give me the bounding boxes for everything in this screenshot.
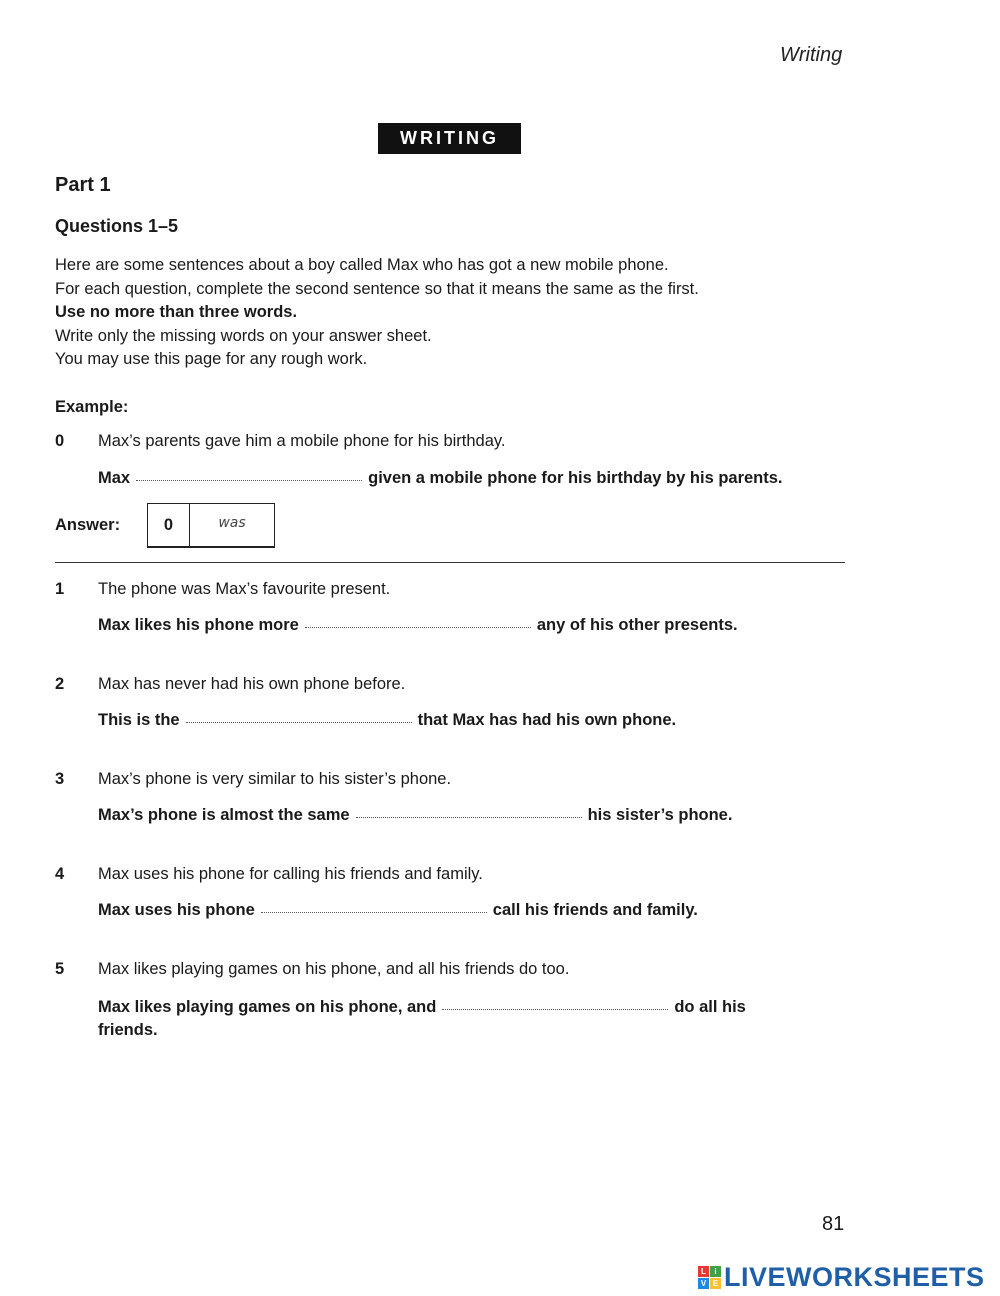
example-answer-sentence (98, 469, 783, 488)
instruction-line: Here are some sentences about a boy called Max who has got a new mobile phone. (55, 256, 669, 274)
answer-after: that Max has had his own phone. (417, 711, 677, 729)
answer-label: Answer: (55, 516, 121, 534)
instruction-line: Write only the missing words on your answer sheet. (55, 326, 432, 345)
question-sentence: Max likes playing games on his phone, and all his friends do too. (98, 960, 570, 978)
answer-blank[interactable] (356, 816, 582, 818)
answer-box-value: was (218, 515, 246, 531)
part-title: Part 1 (55, 174, 111, 196)
question-answer-sentence (98, 901, 698, 920)
instructions (55, 254, 699, 372)
example-sentence: Max’s parents gave him a mobile phone for his birthday. (98, 432, 506, 450)
question-answer-sentence (98, 616, 738, 635)
answer-box (147, 503, 275, 548)
example-after: given a mobile phone for his birthday by his parents. (368, 469, 783, 487)
example-label: Example: (55, 398, 129, 416)
section-banner: WRITING (378, 123, 521, 154)
instruction-line: For each question, complete the second sentence so that it means the same as the first. (55, 279, 699, 298)
logo-letter: i (710, 1266, 721, 1277)
answer-before: Max likes playing games on his phone, and (98, 998, 437, 1016)
logo-letter: L (698, 1266, 709, 1277)
answer-before: This is the (98, 711, 180, 729)
question-answer-sentence (98, 806, 732, 825)
answer-blank[interactable] (261, 911, 487, 913)
answer-after: any of his other presents. (536, 616, 738, 634)
question-number: 3 (55, 770, 65, 788)
answer-before: Max likes his phone more (98, 616, 299, 634)
instruction-line: You may use this page for any rough work. (55, 350, 368, 368)
instruction-line-bold: Use no more than three words. (55, 303, 298, 321)
answer-blank[interactable] (442, 1008, 668, 1010)
questions-title: Questions 1–5 (55, 216, 179, 236)
divider (55, 562, 845, 563)
answer-blank[interactable] (186, 721, 412, 723)
logo-letter: E (710, 1278, 721, 1289)
question-sentence: Max’s phone is very similar to his sister’s phone. (98, 770, 452, 788)
liveworksheets-logo (698, 1262, 985, 1293)
example-number: 0 (55, 432, 65, 450)
question-sentence: Max uses his phone for calling his friends and family. (98, 865, 483, 883)
answer-before: Max’s phone is almost the same (98, 806, 350, 824)
question-sentence: The phone was Max’s favourite present. (98, 580, 391, 598)
running-title: Writing (780, 44, 843, 66)
answer-before: Max uses his phone (98, 901, 255, 919)
question-number: 1 (55, 580, 65, 598)
question-number: 5 (55, 960, 65, 978)
answer-after: do all his friends. (98, 998, 746, 1039)
answer-blank[interactable] (305, 626, 531, 628)
question-number: 4 (55, 865, 65, 883)
answer-box-number: 0 (148, 504, 190, 546)
liveworksheets-text: LIVEWORKSHEETS (724, 1262, 985, 1292)
logo-letter: V (698, 1278, 709, 1289)
example-before: Max (98, 469, 131, 487)
question-number: 2 (55, 675, 65, 693)
question-answer-sentence (98, 996, 798, 1042)
example-blank (136, 479, 362, 481)
page-number: 81 (822, 1213, 845, 1235)
liveworksheets-icon (698, 1266, 721, 1289)
answer-after: his sister’s phone. (587, 806, 733, 824)
question-sentence: Max has never had his own phone before. (98, 675, 406, 693)
answer-after: call his friends and family. (492, 901, 698, 919)
question-answer-sentence (98, 711, 676, 730)
